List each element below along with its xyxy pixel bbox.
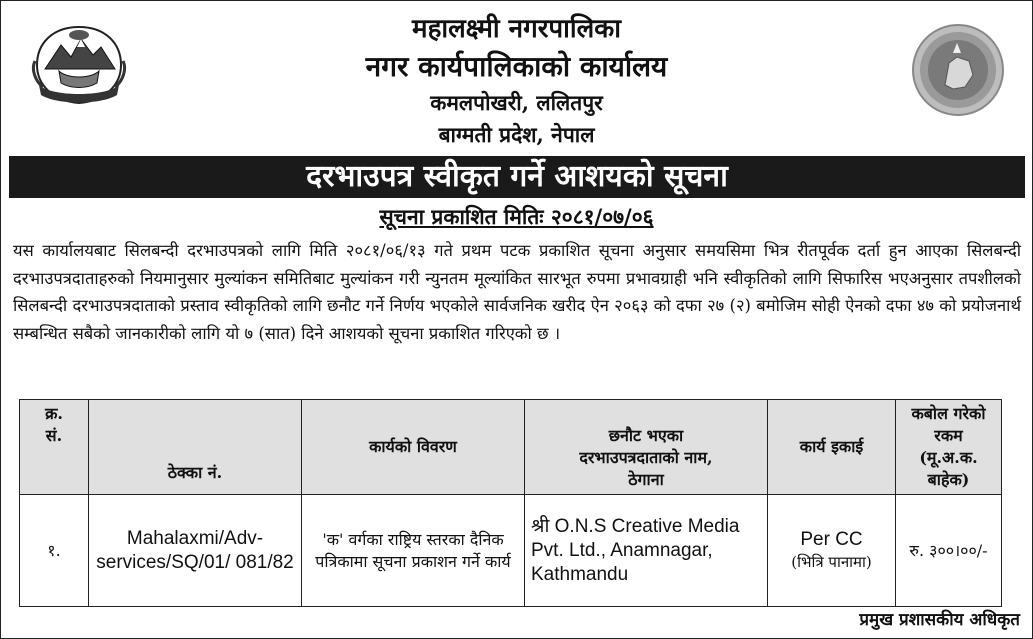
row-serial-number: १. xyxy=(20,495,89,607)
notice-title-banner: दरभाउपत्र स्वीकृत गर्ने आशयको सूचना xyxy=(9,156,1025,198)
signatory-title: प्रमुख प्रशासकीय अधिकृत xyxy=(859,610,1020,630)
publication-date-text: सूचना प्रकाशित मितिः २०८१/०७/०६ xyxy=(379,204,654,229)
row-unit-sub: (भित्रि पानामा) xyxy=(791,552,872,571)
municipality-name: महालक्ष्मी नगरपालिका xyxy=(412,14,621,44)
notice-body-paragraph: यस कार्यालयबाट सिलबन्दी दरभाउपत्रको लागि मिति २०८१/०६/१३ गते प्रथम पटक प्रकाशित सूचना अनुसार समयसिमा भित्र रीतपूर्वक दर्ता हुन आएका सिलबन्दी दरभाउपत्रदाताहरुको नियमानुसार मुल्यांकन समितिबाट मुल्यांकन गरी न्युनतम मूल्यांकित सारभूत रुपमा प्रभावग्राही भनि स्वीकृतिको लागि सिफारिस भएअनुसार तपशीलको सिलबन्दी दरभाउपत्रदाताको प्रस्ताव स्वीकृतिको लागि छनौट गर्ने निर्णय भएकोले सार्वजनिक खरीद ऐन २०६३ को दफा २७ (२) बमोजिम सोही ऐनको दफा ४७ को प्रयोजनार्थ सम्बन्धित सबैको जानकारीको लागि यो ७ (सात) दिने आशयको सूचना प्रकाशित गरिएको छ । xyxy=(13,241,1021,343)
header-amount-line1: कबोल गरेको xyxy=(911,404,986,423)
header-bidder-line3: ठेगाना xyxy=(628,470,664,489)
bid-selection-table xyxy=(19,399,1002,607)
row-contract-number: Mahalaxmi/Adv-services/SQ/01/ 081/82 xyxy=(89,495,302,607)
header-amount-line3: (मू.अ.क. बाहेक) xyxy=(919,448,978,489)
header-serial-line2: सं. xyxy=(45,426,63,445)
office-name: नगर कार्यपालिकाको कार्यालय xyxy=(365,50,668,83)
header-amount-line2: रकम xyxy=(934,426,963,445)
header-bidder xyxy=(525,400,768,495)
header-contract-number: ठेक्का नं. xyxy=(89,400,302,495)
row-bidder-name-address: श्री O.N.S Creative Media Pvt. Ltd., Anamnagar, Kathmandu xyxy=(525,495,768,607)
table-header-row xyxy=(20,400,1002,495)
header-bidder-line2: दरभाउपत्रदाताको नाम, xyxy=(579,448,713,467)
office-address: कमलपोखरी, ललितपुर xyxy=(430,90,603,115)
row-unit-main: Per CC xyxy=(800,528,863,550)
row-work-description: 'क' वर्गका राष्ट्रिय स्तरका दैनिक पत्रिकामा सूचना प्रकाशन गर्ने कार्य xyxy=(302,495,525,607)
row-bid-amount: रु. ३००।००/- xyxy=(896,495,1002,607)
table-row xyxy=(20,495,1002,607)
header-serial-number xyxy=(20,400,89,495)
header-bid-amount xyxy=(896,400,1002,495)
header-bidder-line1: छनौट भएका xyxy=(608,426,684,445)
header-serial-line1: क्र. xyxy=(45,404,63,423)
header-work-description: कार्यको विवरण xyxy=(302,400,525,495)
publication-date xyxy=(1,203,1032,231)
office-province: बाग्मती प्रदेश, नेपाल xyxy=(438,122,595,147)
header-work-unit: कार्य इकाई xyxy=(768,400,896,495)
row-work-unit xyxy=(768,495,896,607)
